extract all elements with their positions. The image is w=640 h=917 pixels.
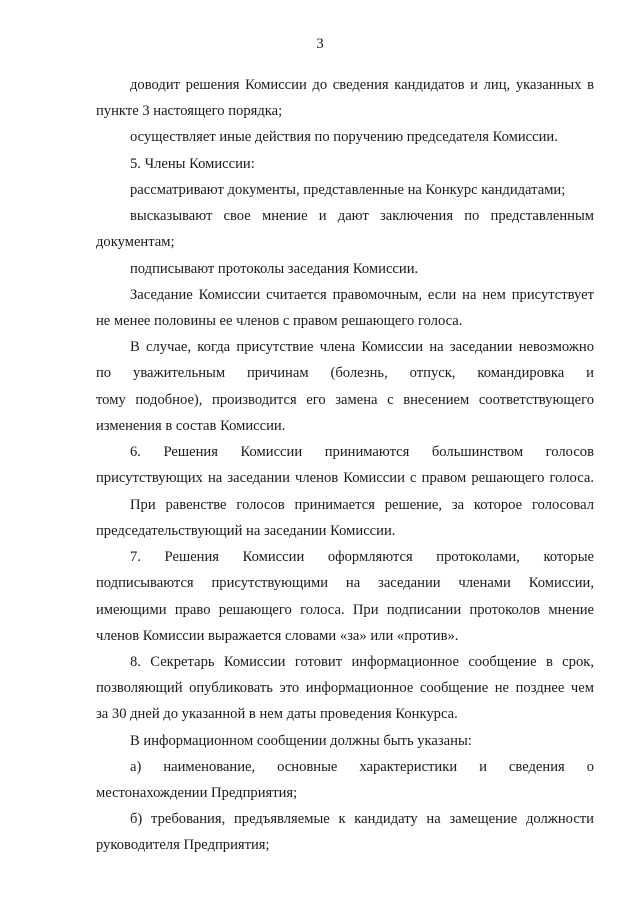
text-line: по уважительным причинам (болезнь, отпуск, командировка и [96,365,594,381]
text-line: 8. Секретарь Комиссии готовит информационное сообщение в срок, [130,654,594,670]
text-line: не менее половины ее членов с правом решающего голоса. [96,313,463,329]
text-line: тому подобное), производится его замена с внесением соответствующего [96,392,594,408]
text-line: осуществляет иные действия по поручению председателя Комиссии. [130,129,558,145]
text-line: членов Комиссии выражается словами «за» или «против». [96,628,459,644]
text-line: пункте 3 настоящего порядка; [96,103,283,119]
text-line: 7. Решения Комиссии оформляются протоколами, которые [130,549,594,565]
text-line: а) наименование, основные характеристики и сведения о [130,759,594,775]
text-line: высказывают свое мнение и дают заключения по представленным [130,208,594,224]
text-line: за 30 дней до указанной в нем даты проведения Конкурса. [96,706,458,722]
text-line: изменения в состав Комиссии. [96,418,286,434]
text-line: При равенстве голосов принимается решение, за которое голосовал [130,497,594,513]
text-line: В информационном сообщении должны быть указаны: [130,733,472,749]
text-line: рассматривают документы, представленные на Конкурс кандидатами; [130,182,566,198]
text-line: позволяющий опубликовать это информационное сообщение не позднее чем [96,680,594,696]
text-line: б) требования, предъявляемые к кандидату на замещение должности [130,811,594,827]
text-line: руководителя Предприятия; [96,837,270,853]
text-line: документам; [96,234,175,250]
text-line: присутствующих на заседании членов Комиссии с правом решающего голоса. [96,470,594,486]
text-line: Заседание Комиссии считается правомочным, если на нем присутствует [130,287,594,303]
text-line: В случае, когда присутствие члена Комиссии на заседании невозможно [130,339,594,355]
page-number: 3 [316,36,324,52]
text-line: председательствующий на заседании Комиссии. [96,523,396,539]
text-line: доводит решения Комиссии до сведения кандидатов и лиц, указанных в [130,77,594,93]
text-line: 5. Члены Комиссии: [130,156,255,172]
text-line: имеющими право решающего голоса. При подписании протоколов мнение [96,602,594,618]
text-line: подписываются присутствующими на заседании членами Комиссии, [96,575,594,591]
text-line: местонахождении Предприятия; [96,785,298,801]
text-line: подписывают протоколы заседания Комиссии. [130,261,419,277]
text-line: 6. Решения Комиссии принимаются большинством голосов [130,444,594,460]
